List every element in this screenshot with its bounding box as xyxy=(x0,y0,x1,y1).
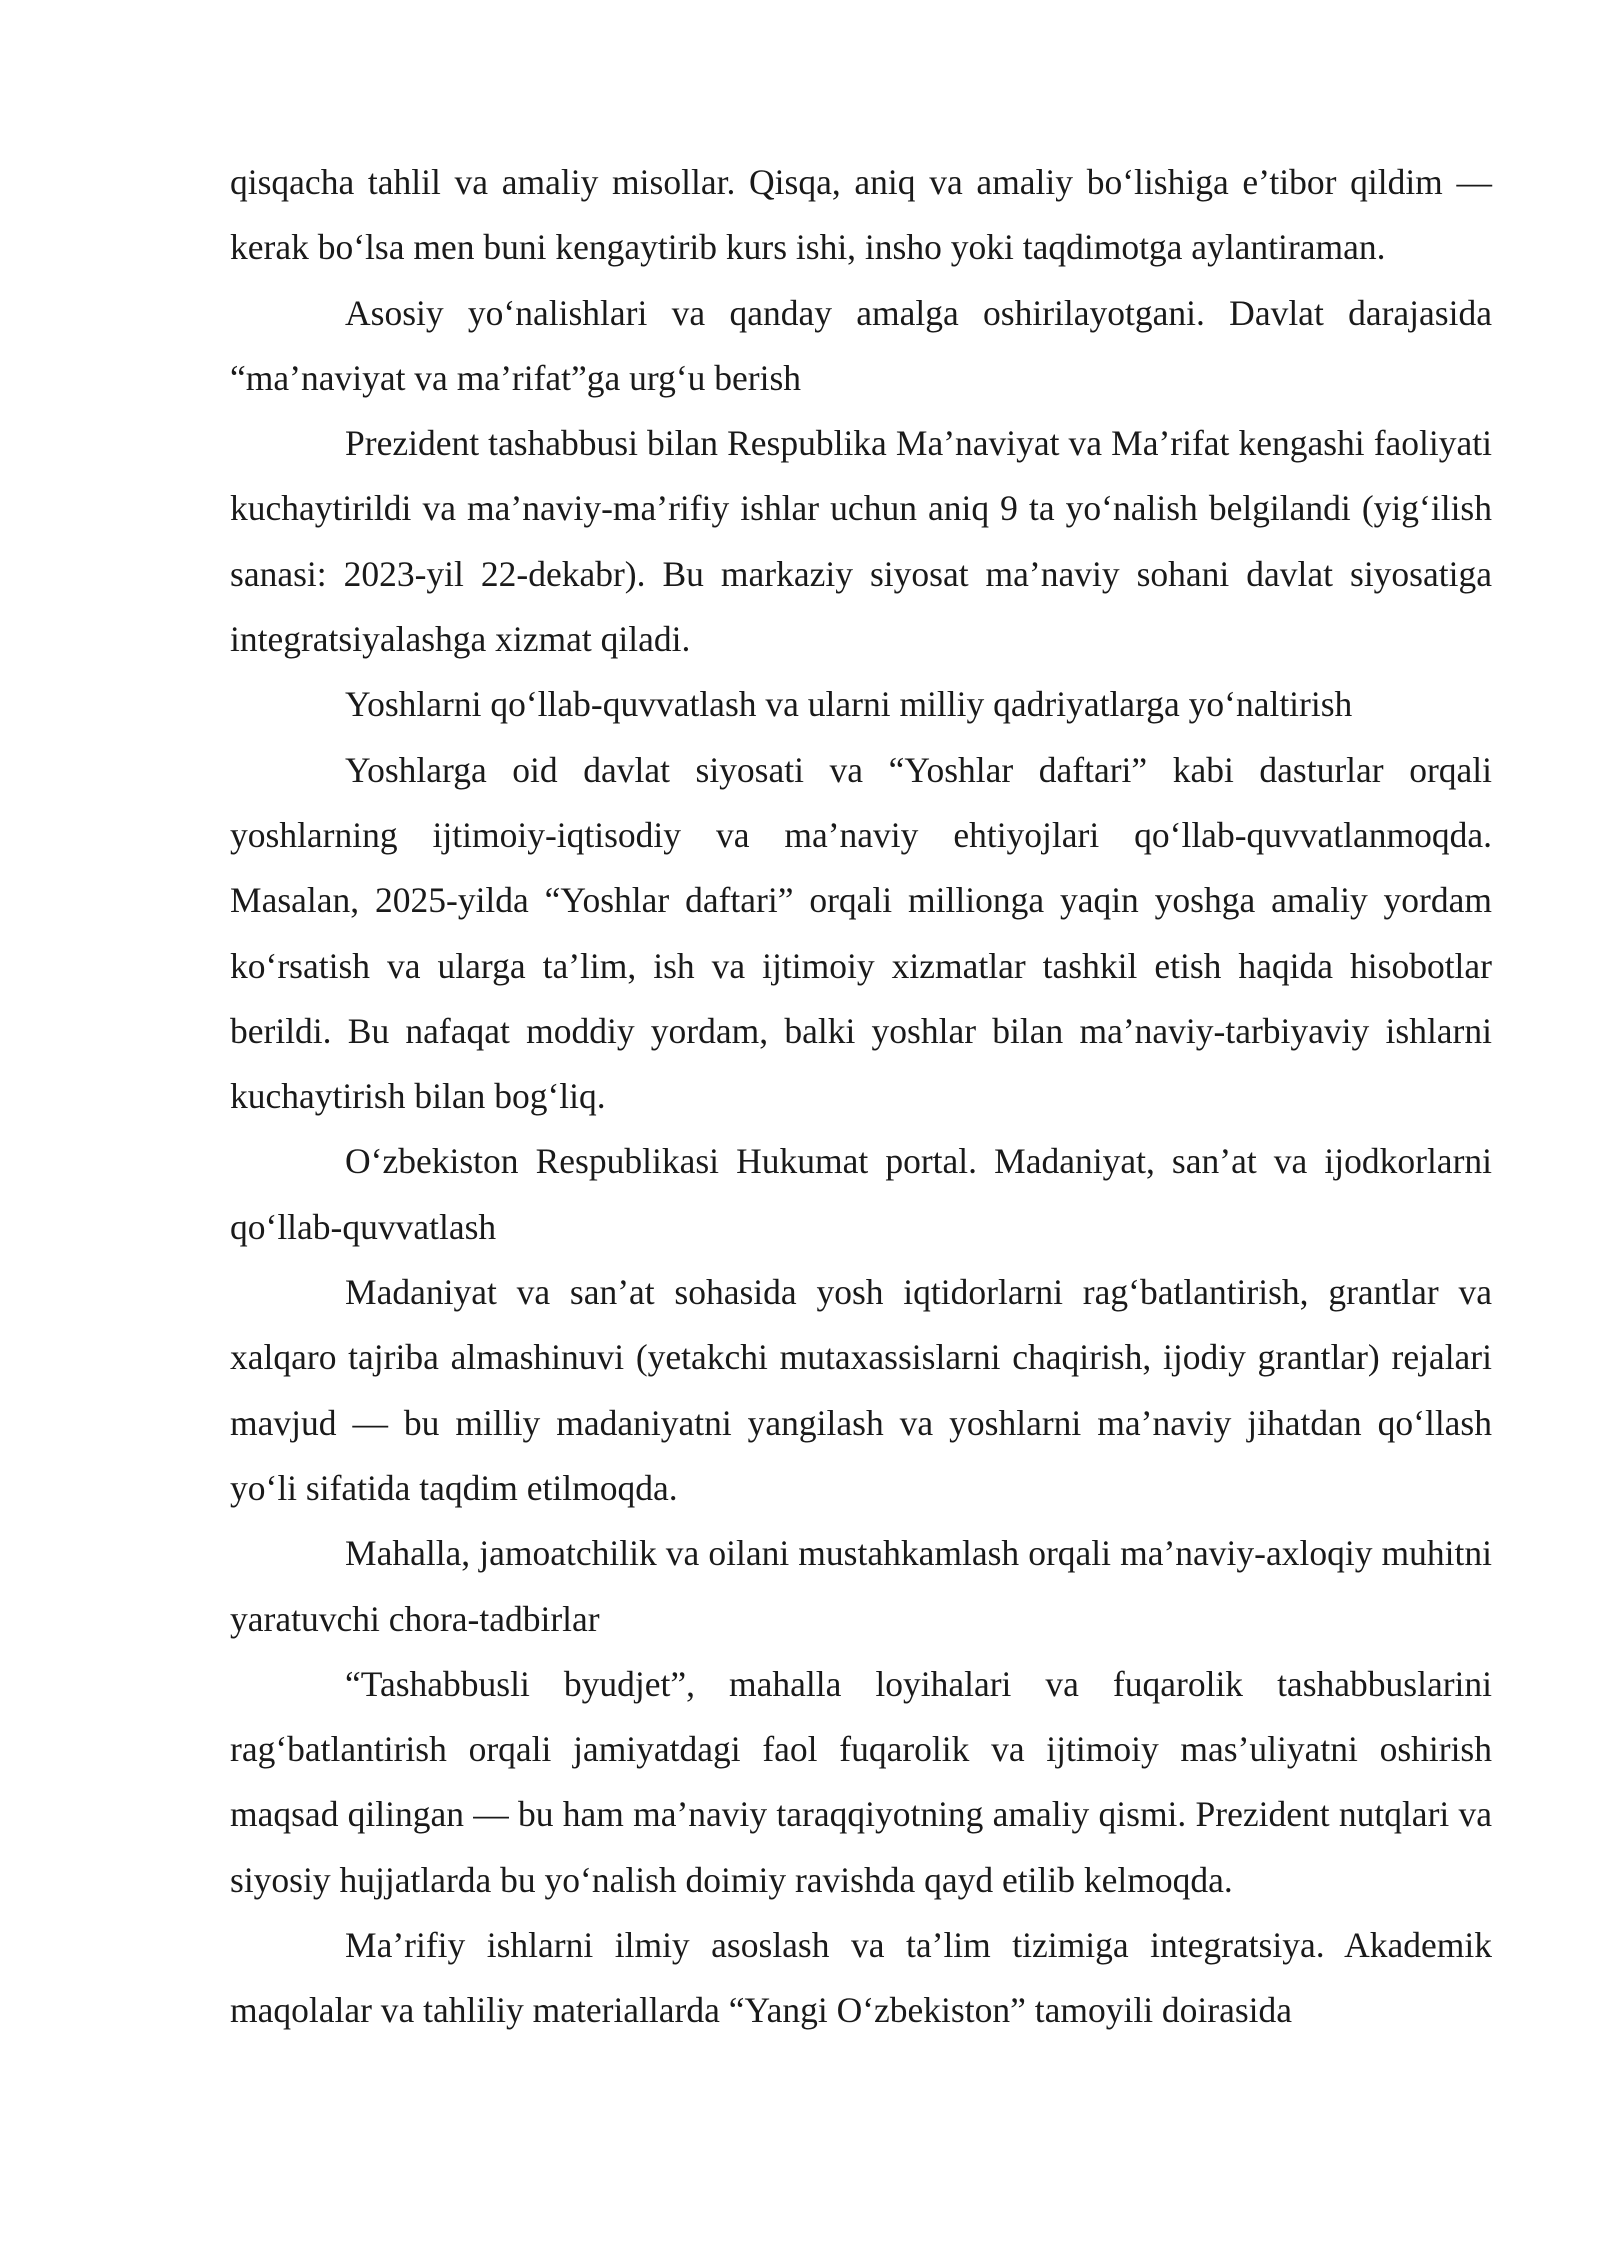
paragraph-council: Prezident tashabbusi bilan Respublika Ma’naviyat va Ma’rifat kengashi faoliyati kuchaytirildi va ma’naviy-ma’rifiy ishlar uchun aniq 9 ta yo‘nalish belgilandi (yig‘ilish sanasi: 2023-yil 22-dekabr). Bu markaziy siyosat ma’naviy sohani davlat siyosatiga integratsiyalashga xizmat qiladi. xyxy=(230,423,1492,660)
paragraph-education-integration: Ma’rifiy ishlarni ilmiy asoslash va ta’lim tizimiga integratsiya. Akademik maqolalar va tahliliy materiallarda “Yangi O‘zbekiston” tamoyili doirasida xyxy=(230,1925,1492,2031)
paragraph-continuation: qisqacha tahlil va amaliy misollar. Qisqa, aniq va amaliy bo‘lishiga e’tibor qildim — kerak bo‘lsa men buni kengaytirib kurs ishi, insho yoki taqdimotga aylantiraman. xyxy=(230,162,1492,268)
paragraph-heading-youth: Yoshlarni qo‘llab-quvvatlash va ularni milliy qadriyatlarga yo‘naltirish xyxy=(345,684,1353,725)
paragraph-youth-notebook: Yoshlarga oid davlat siyosati va “Yoshlar daftari” kabi dasturlar orqali yoshlarning ijtimoiy-iqtisodiy va ma’naviy ehtiyojlari qo‘llab-quvvatlanmoqda. Masalan, 2025-yilda “Yoshlar daftari” orqali millionga yaqin yoshga amaliy yordam ko‘rsatish va ularga ta’lim, ish va ijtimoiy xizmatlar tashkil etish haqida hisobotlar berildi. Bu nafaqat moddiy yordam, balki yoshlar bilan ma’naviy-tarbiyaviy ishlarni kuchaytirish bilan bog‘liq. xyxy=(230,749,1492,1117)
document-body xyxy=(230,150,1492,2044)
paragraph-initiative-budget: “Tashabbusli byudjet”, mahalla loyihalari va fuqarolik tashabbuslarini rag‘batlantirish orqali jamiyatdagi faol fuqarolik va ijtimoiy mas’uliyatni oshirish maqsad qilingan — bu ham ma’naviy taraqqiyotning amaliy qismi. Prezident nutqlari va siyosiy hujjatlarda bu yo‘nalish doimiy ravishda qayd etilib kelmoqda. xyxy=(230,1663,1492,1900)
paragraph-heading-directions: Asosiy yo‘nalishlari va qanday amalga oshirilayotgani. Davlat darajasida “ma’naviyat va ma’rifat”ga urg‘u berish xyxy=(230,292,1492,398)
paragraph-culture-arts: Madaniyat va san’at sohasida yosh iqtidorlarni rag‘batlantirish, grantlar va xalqaro tajriba almashinuvi (yetakchi mutaxassislarni chaqirish, ijodiy grantlar) rejalari mavjud — bu milliy madaniyatni yangilash va yoshlarni ma’naviy jihatdan qo‘llash yo‘li sifatida taqdim etilmoqda. xyxy=(230,1272,1492,1508)
paragraph-heading-culture: O‘zbekiston Respublikasi Hukumat portal. Madaniyat, san’at va ijodkorlarni qo‘llab-quvvatlash xyxy=(230,1141,1492,1247)
paragraph-heading-mahalla: Mahalla, jamoatchilik va oilani mustahkamlash orqali ma’naviy-axloqiy muhitni yaratuvchi chora-tadbirlar xyxy=(230,1533,1492,1639)
